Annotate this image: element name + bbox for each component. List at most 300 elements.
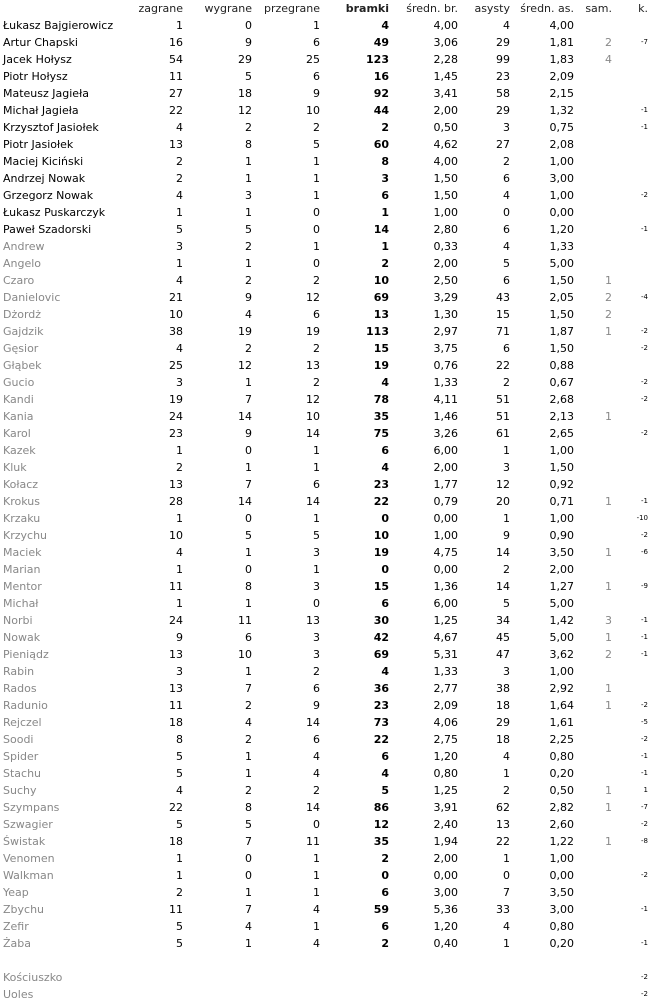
- wygrane-value: 12: [238, 359, 252, 372]
- player-name: Pieniądz: [3, 648, 49, 661]
- sam-value: [574, 170, 612, 187]
- k-value: [612, 17, 650, 34]
- sam-value: [574, 748, 612, 765]
- k-value: -2: [641, 990, 648, 998]
- asysty-value: 1: [503, 512, 510, 525]
- sredn-br-value: 2,00: [433, 104, 458, 117]
- sredn-as-value: 0,90: [549, 529, 574, 542]
- sam-value: 1: [605, 325, 612, 338]
- k-value: -1: [641, 106, 648, 114]
- k-value: [612, 136, 650, 153]
- bramki-value: 5: [381, 784, 389, 797]
- przegrane-value: 2: [313, 665, 320, 678]
- player-name: Uoles: [3, 988, 34, 1001]
- wygrane-value: 5: [245, 70, 252, 83]
- sredn-br-value: 1,20: [433, 750, 458, 763]
- k-value: -2: [641, 871, 648, 879]
- table-row: [0, 85, 650, 102]
- sredn-br-value: 2,00: [433, 852, 458, 865]
- sredn-br-value: 4,75: [433, 546, 458, 559]
- sam-value: [574, 527, 612, 544]
- sredn-br-value: 6,00: [433, 444, 458, 457]
- bramki-value: 6: [381, 189, 389, 202]
- wygrane-value: 1: [245, 750, 252, 763]
- sredn-as-value: 0,67: [549, 376, 574, 389]
- wygrane-value: 9: [245, 427, 252, 440]
- sredn-as-value: 0,88: [549, 359, 574, 372]
- wygrane-value: 0: [245, 512, 252, 525]
- asysty-value: 3: [503, 121, 510, 134]
- table-row: [0, 391, 650, 408]
- sredn-as-value: 1,61: [549, 716, 574, 729]
- table-row: [0, 306, 650, 323]
- bramki-value: 113: [366, 325, 389, 338]
- sredn-br-value: 3,91: [433, 801, 458, 814]
- przegrane-value: 0: [313, 223, 320, 236]
- przegrane-value: 1: [313, 172, 320, 185]
- zagrane-value: 23: [169, 427, 183, 440]
- header-wygrane: wygrane: [204, 2, 252, 15]
- sam-value: 1: [605, 274, 612, 287]
- player-name: Andrew: [3, 240, 45, 253]
- bramki-value: 6: [381, 597, 389, 610]
- bramki-value: 10: [373, 274, 389, 287]
- przegrane-value: 0: [313, 206, 320, 219]
- wygrane-value: 7: [245, 903, 252, 916]
- zagrane-value: 1: [176, 19, 183, 32]
- bramki-value: 1: [381, 240, 389, 253]
- sredn-br-value: 1,30: [433, 308, 458, 321]
- sredn-as-value: 0,80: [549, 920, 574, 933]
- zagrane-value: 27: [169, 87, 183, 100]
- bramki-value: 44: [373, 104, 389, 117]
- zagrane-value: 16: [169, 36, 183, 49]
- asysty-value: 6: [503, 274, 510, 287]
- bramki-value: 10: [373, 529, 389, 542]
- player-name: Mateusz Jagieła: [3, 87, 89, 100]
- wygrane-value: 1: [245, 206, 252, 219]
- table-row: [0, 204, 650, 221]
- asysty-value: 3: [503, 665, 510, 678]
- k-value: [612, 561, 650, 578]
- k-value: [612, 442, 650, 459]
- przegrane-value: 10: [306, 410, 320, 423]
- sredn-br-value: 2,75: [433, 733, 458, 746]
- table-row: [0, 714, 650, 731]
- bramki-value: 15: [373, 580, 389, 593]
- wygrane-value: 14: [238, 410, 252, 423]
- sredn-as-value: 5,00: [549, 597, 574, 610]
- bramki-value: 12: [373, 818, 389, 831]
- wygrane-value: 9: [245, 291, 252, 304]
- przegrane-value: 25: [306, 53, 320, 66]
- table-row: [0, 340, 650, 357]
- sredn-as-value: 5,00: [549, 257, 574, 270]
- table-row: [0, 646, 650, 663]
- wygrane-value: 2: [245, 733, 252, 746]
- asysty-value: 22: [496, 359, 510, 372]
- k-value: [612, 153, 650, 170]
- sredn-br-value: 0,00: [433, 869, 458, 882]
- k-value: -2: [641, 820, 648, 828]
- player-name: Suchy: [3, 784, 37, 797]
- bramki-value: 2: [381, 937, 389, 950]
- sredn-as-value: 4,00: [549, 19, 574, 32]
- player-name: Michał Jagieła: [3, 104, 79, 117]
- sam-value: [574, 663, 612, 680]
- sredn-as-value: 1,50: [549, 461, 574, 474]
- sredn-as-value: 1,00: [549, 852, 574, 865]
- table-row: [0, 221, 650, 238]
- player-name: Rabin: [3, 665, 35, 678]
- header-sam: sam.: [585, 2, 612, 15]
- sredn-as-value: 1,00: [549, 189, 574, 202]
- header-przegrane: przegrane: [263, 2, 320, 15]
- sredn-as-value: 1,22: [549, 835, 574, 848]
- sredn-as-value: 1,50: [549, 342, 574, 355]
- spacer-row: [0, 952, 650, 969]
- wygrane-value: 12: [238, 104, 252, 117]
- przegrane-value: 4: [313, 937, 320, 950]
- wygrane-value: 1: [245, 767, 252, 780]
- k-value: -2: [641, 701, 648, 709]
- sam-value: [574, 765, 612, 782]
- asysty-value: 5: [503, 257, 510, 270]
- sam-value: 1: [605, 580, 612, 593]
- asysty-value: 18: [496, 733, 510, 746]
- sredn-br-value: 0,00: [433, 512, 458, 525]
- bramki-value: 0: [381, 869, 389, 882]
- player-name: Karol: [3, 427, 31, 440]
- sam-value: [574, 595, 612, 612]
- asysty-value: 2: [503, 376, 510, 389]
- asysty-value: 6: [503, 223, 510, 236]
- sredn-as-value: 0,80: [549, 750, 574, 763]
- sredn-br-value: 0,50: [433, 121, 458, 134]
- k-value: -2: [641, 378, 648, 386]
- zagrane-value: 3: [176, 665, 183, 678]
- player-name: Andrzej Nowak: [3, 172, 86, 185]
- bramki-value: 6: [381, 444, 389, 457]
- k-value: [612, 595, 650, 612]
- sredn-br-value: 3,29: [433, 291, 458, 304]
- header-sredn-br: średn. br.: [406, 2, 458, 15]
- k-value: -9: [641, 582, 648, 590]
- sam-value: 1: [605, 784, 612, 797]
- wygrane-value: 18: [238, 87, 252, 100]
- bramki-value: 35: [373, 410, 389, 423]
- asysty-value: 29: [496, 716, 510, 729]
- k-value: [612, 68, 650, 85]
- sam-value: [574, 119, 612, 136]
- przegrane-value: 4: [313, 750, 320, 763]
- bramki-value: 4: [381, 19, 389, 32]
- sam-value: [574, 459, 612, 476]
- asysty-value: 6: [503, 172, 510, 185]
- header-asysty: asysty: [474, 2, 510, 15]
- table-row: [0, 255, 650, 272]
- sredn-as-value: 2,65: [549, 427, 574, 440]
- bramki-value: 15: [373, 342, 389, 355]
- asysty-value: 51: [496, 393, 510, 406]
- sredn-as-value: 3,00: [549, 172, 574, 185]
- sredn-br-value: 4,11: [433, 393, 458, 406]
- bramki-value: 49: [373, 36, 389, 49]
- sredn-as-value: 3,50: [549, 546, 574, 559]
- bramki-value: 4: [381, 461, 389, 474]
- sredn-as-value: 2,13: [549, 410, 574, 423]
- k-value: -1: [641, 939, 648, 947]
- wygrane-value: 14: [238, 495, 252, 508]
- przegrane-value: 14: [306, 801, 320, 814]
- przegrane-value: 9: [313, 699, 320, 712]
- wygrane-value: 2: [245, 274, 252, 287]
- header-row: [0, 0, 650, 17]
- wygrane-value: 7: [245, 393, 252, 406]
- przegrane-value: 10: [306, 104, 320, 117]
- bramki-value: 14: [373, 223, 389, 236]
- sam-value: [574, 153, 612, 170]
- zagrane-value: 4: [176, 342, 183, 355]
- zagrane-value: 54: [169, 53, 183, 66]
- table-row: [0, 408, 650, 425]
- k-value: -2: [641, 735, 648, 743]
- sredn-br-value: 0,33: [433, 240, 458, 253]
- player-name: Rejczel: [3, 716, 42, 729]
- zagrane-value: 5: [176, 223, 183, 236]
- wygrane-value: 4: [245, 308, 252, 321]
- asysty-value: 61: [496, 427, 510, 440]
- sam-value: 2: [605, 648, 612, 661]
- k-value: [612, 357, 650, 374]
- table-row: [0, 170, 650, 187]
- zagrane-value: 25: [169, 359, 183, 372]
- sredn-as-value: 1,87: [549, 325, 574, 338]
- bramki-value: 22: [373, 495, 389, 508]
- sam-value: [574, 731, 612, 748]
- zagrane-value: 13: [169, 478, 183, 491]
- sam-value: 2: [605, 291, 612, 304]
- table-row: [0, 425, 650, 442]
- wygrane-value: 0: [245, 444, 252, 457]
- wygrane-value: 4: [245, 716, 252, 729]
- k-value: [612, 663, 650, 680]
- sredn-as-value: 2,68: [549, 393, 574, 406]
- k-value: -1: [641, 752, 648, 760]
- player-name: Kania: [3, 410, 34, 423]
- sam-value: [574, 204, 612, 221]
- player-name: Głąbek: [3, 359, 42, 372]
- sredn-as-value: 5,00: [549, 631, 574, 644]
- sredn-as-value: 1,64: [549, 699, 574, 712]
- bramki-value: 4: [381, 665, 389, 678]
- asysty-value: 99: [496, 53, 510, 66]
- sredn-as-value: 1,32: [549, 104, 574, 117]
- table-row: [0, 51, 650, 68]
- k-value: [612, 85, 650, 102]
- sredn-br-value: 2,77: [433, 682, 458, 695]
- wygrane-value: 2: [245, 121, 252, 134]
- bramki-value: 16: [373, 70, 389, 83]
- sam-value: [574, 255, 612, 272]
- player-name: Angelo: [3, 257, 42, 270]
- zagrane-value: 22: [169, 801, 183, 814]
- asysty-value: 29: [496, 104, 510, 117]
- przegrane-value: 0: [313, 818, 320, 831]
- przegrane-value: 0: [313, 257, 320, 270]
- table-row: [0, 561, 650, 578]
- asysty-value: 45: [496, 631, 510, 644]
- asysty-value: 7: [503, 886, 510, 899]
- table-row: [0, 595, 650, 612]
- zagrane-value: 11: [169, 699, 183, 712]
- k-value: [612, 459, 650, 476]
- k-value: -10: [636, 514, 648, 522]
- wygrane-value: 1: [245, 376, 252, 389]
- k-value: [612, 408, 650, 425]
- k-value: -5: [641, 718, 648, 726]
- zagrane-value: 24: [169, 614, 183, 627]
- sredn-br-value: 0,40: [433, 937, 458, 950]
- przegrane-value: 9: [313, 87, 320, 100]
- bramki-value: 75: [373, 427, 389, 440]
- przegrane-value: 6: [313, 682, 320, 695]
- sam-value: [574, 357, 612, 374]
- wygrane-value: 7: [245, 478, 252, 491]
- wygrane-value: 2: [245, 342, 252, 355]
- przegrane-value: 14: [306, 495, 320, 508]
- sredn-as-value: 2,15: [549, 87, 574, 100]
- asysty-value: 58: [496, 87, 510, 100]
- sredn-as-value: 2,05: [549, 291, 574, 304]
- wygrane-value: 5: [245, 529, 252, 542]
- przegrane-value: 6: [313, 478, 320, 491]
- player-name: Świstak: [3, 835, 46, 848]
- zagrane-value: 4: [176, 121, 183, 134]
- zagrane-value: 13: [169, 648, 183, 661]
- player-name: Łukasz Bajgierowicz: [3, 19, 114, 32]
- sam-value: [574, 238, 612, 255]
- zagrane-value: 13: [169, 682, 183, 695]
- asysty-value: 38: [496, 682, 510, 695]
- table-row: [0, 697, 650, 714]
- sredn-as-value: 1,27: [549, 580, 574, 593]
- table-row: [0, 374, 650, 391]
- sredn-br-value: 4,62: [433, 138, 458, 151]
- sam-value: 3: [605, 614, 612, 627]
- k-value: -1: [641, 905, 648, 913]
- sredn-as-value: 3,62: [549, 648, 574, 661]
- player-name: Walkman: [3, 869, 54, 882]
- sam-value: [574, 221, 612, 238]
- sredn-as-value: 2,09: [549, 70, 574, 83]
- bramki-value: 13: [373, 308, 389, 321]
- player-name: Soodi: [3, 733, 34, 746]
- table-row: [0, 833, 650, 850]
- sredn-as-value: 0,20: [549, 767, 574, 780]
- wygrane-value: 7: [245, 835, 252, 848]
- table-row: [0, 119, 650, 136]
- k-value: -1: [641, 616, 648, 624]
- table-row: [0, 17, 650, 34]
- sredn-br-value: 2,00: [433, 257, 458, 270]
- table-row: [0, 68, 650, 85]
- wygrane-value: 0: [245, 19, 252, 32]
- table-row: [0, 289, 650, 306]
- table-row: [0, 578, 650, 595]
- zagrane-value: 2: [176, 886, 183, 899]
- sredn-as-value: 2,08: [549, 138, 574, 151]
- sredn-as-value: 1,33: [549, 240, 574, 253]
- sredn-as-value: 1,81: [549, 36, 574, 49]
- player-name: Dżordż: [3, 308, 42, 321]
- sam-value: [574, 884, 612, 901]
- wygrane-value: 1: [245, 937, 252, 950]
- przegrane-value: 1: [313, 886, 320, 899]
- asysty-value: 43: [496, 291, 510, 304]
- bramki-value: 19: [373, 359, 389, 372]
- zagrane-value: 4: [176, 274, 183, 287]
- sredn-br-value: 1,25: [433, 784, 458, 797]
- table-row: [0, 731, 650, 748]
- bramki-value: 0: [381, 563, 389, 576]
- sam-value: 1: [605, 631, 612, 644]
- wygrane-value: 0: [245, 869, 252, 882]
- asysty-value: 6: [503, 342, 510, 355]
- asysty-value: 12: [496, 478, 510, 491]
- bramki-value: 73: [373, 716, 389, 729]
- sredn-br-value: 1,45: [433, 70, 458, 83]
- wygrane-value: 8: [245, 801, 252, 814]
- asysty-value: 2: [503, 784, 510, 797]
- asysty-value: 0: [503, 206, 510, 219]
- sam-value: [574, 476, 612, 493]
- table-row: [0, 357, 650, 374]
- table-row: [0, 136, 650, 153]
- sredn-br-value: 3,00: [433, 886, 458, 899]
- player-name: Norbi: [3, 614, 33, 627]
- k-value: [612, 884, 650, 901]
- player-name: Michał: [3, 597, 39, 610]
- bramki-value: 23: [373, 478, 389, 491]
- sam-value: [574, 918, 612, 935]
- wygrane-value: 0: [245, 852, 252, 865]
- player-name: Krzaku: [3, 512, 41, 525]
- zagrane-value: 18: [169, 716, 183, 729]
- sredn-as-value: 1,00: [549, 665, 574, 678]
- k-value: [612, 238, 650, 255]
- table-row: [0, 459, 650, 476]
- player-name: Krokus: [3, 495, 40, 508]
- przegrane-value: 1: [313, 852, 320, 865]
- player-name: Kościuszko: [3, 971, 63, 984]
- zagrane-value: 1: [176, 869, 183, 882]
- sam-value: 1: [605, 835, 612, 848]
- player-name: Radunio: [3, 699, 48, 712]
- przegrane-value: 5: [313, 529, 320, 542]
- sam-value: [574, 901, 612, 918]
- zagrane-value: 9: [176, 631, 183, 644]
- sredn-as-value: 0,50: [549, 784, 574, 797]
- table-row: [0, 629, 650, 646]
- bramki-value: 59: [373, 903, 389, 916]
- table-row: [0, 680, 650, 697]
- sam-value: 4: [605, 53, 612, 66]
- zagrane-value: 28: [169, 495, 183, 508]
- sredn-as-value: 0,00: [549, 206, 574, 219]
- sredn-br-value: 1,50: [433, 172, 458, 185]
- przegrane-value: 4: [313, 767, 320, 780]
